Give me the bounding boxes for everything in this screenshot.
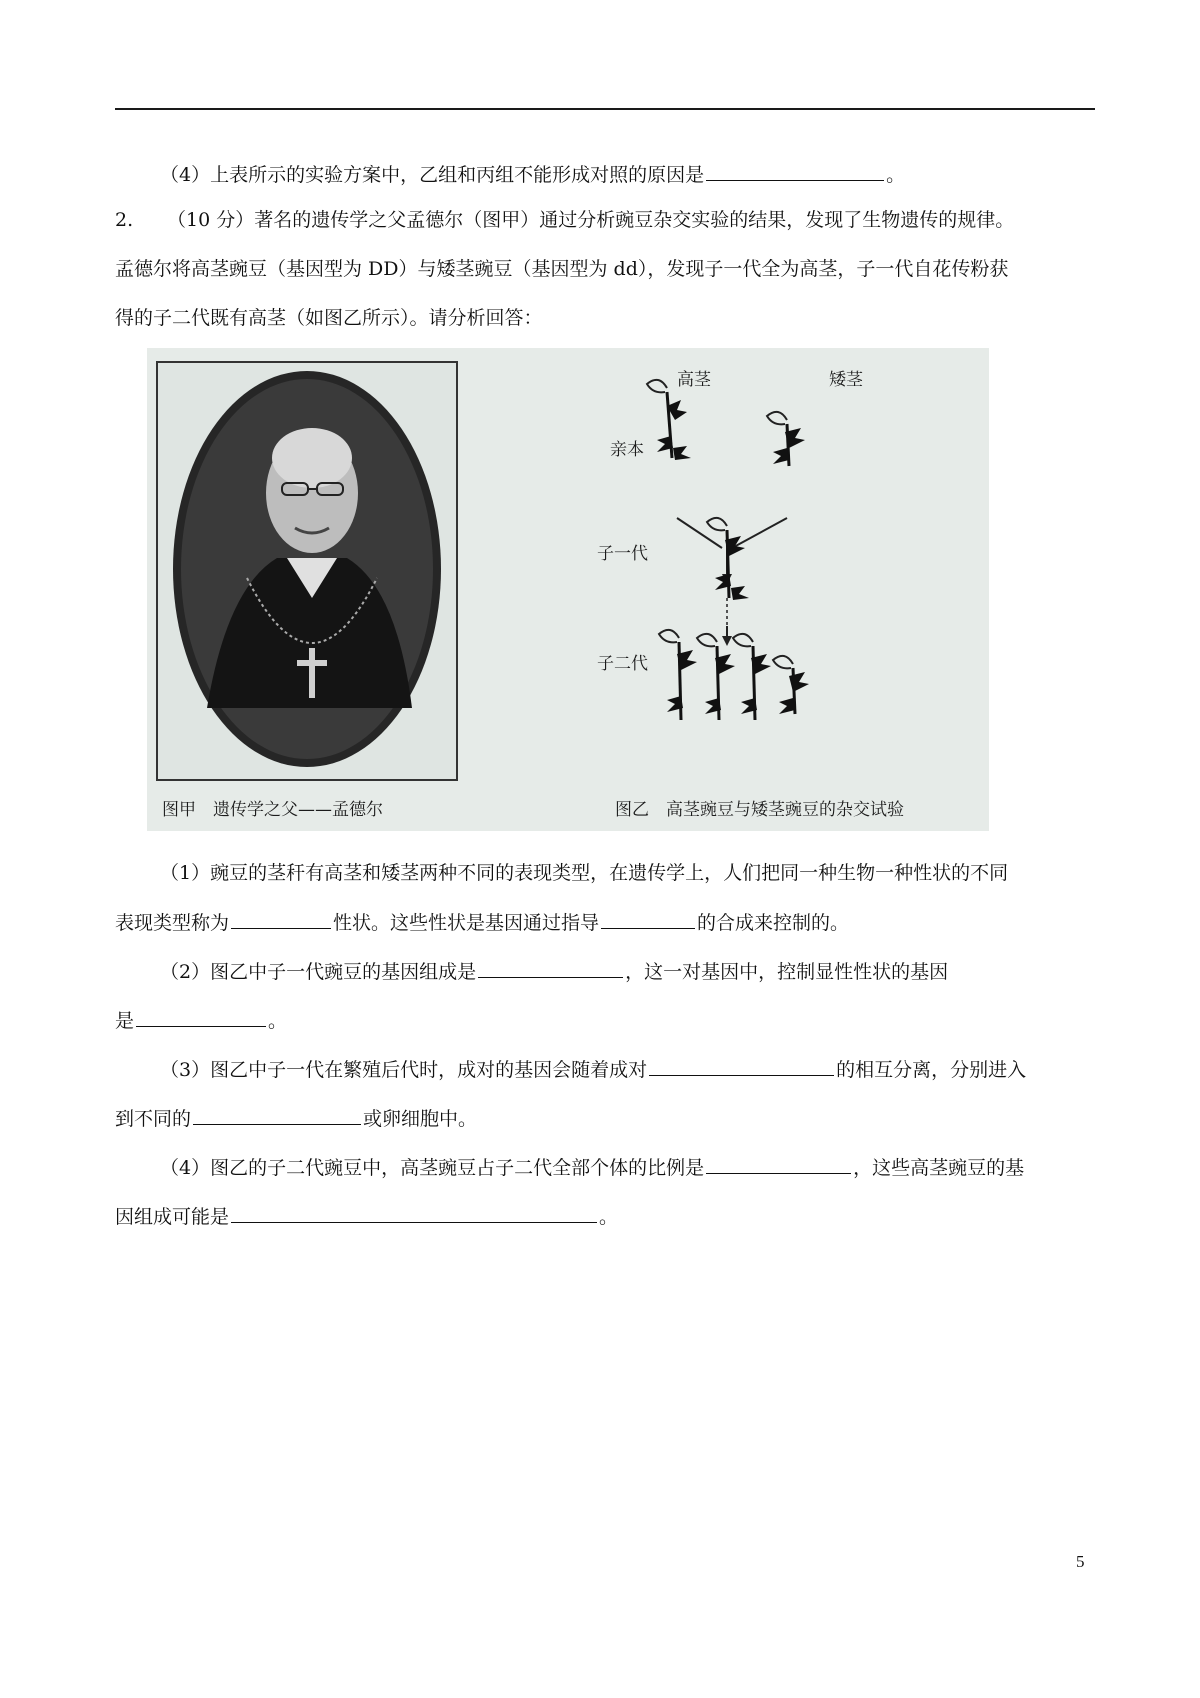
header-rule bbox=[115, 108, 1095, 110]
q2-part3-text2b: 或卵细胞中。 bbox=[363, 1108, 478, 1130]
answer-blank[interactable] bbox=[706, 1153, 851, 1174]
q2-part1-line1 bbox=[160, 860, 1095, 886]
caption-figure-a: 图甲 遗传学之父——孟德尔 bbox=[162, 800, 383, 820]
f2-pea-plant-icon bbox=[659, 630, 697, 720]
q1-part4-text: （4）上表所示的实验方案中，乙组和丙组不能形成对照的原因是 bbox=[160, 164, 705, 186]
label-tall: 高茎 bbox=[677, 370, 711, 390]
label-short: 矮茎 bbox=[829, 370, 863, 390]
tall-pea-plant-icon bbox=[647, 380, 691, 460]
f1-pea-plant-icon bbox=[707, 518, 749, 600]
q2-intro-text2: 孟德尔将高茎豌豆（基因型为 DD）与矮茎豌豆（基因型为 dd），发现子一代全为高茎，子一代自花传粉获 bbox=[115, 258, 1009, 280]
page-number: 5 bbox=[1076, 1552, 1085, 1571]
answer-blank[interactable] bbox=[136, 1006, 266, 1027]
q2-part4-text2b: 。 bbox=[599, 1206, 619, 1228]
answer-blank[interactable] bbox=[649, 1055, 834, 1076]
q1-part4-end: 。 bbox=[886, 164, 906, 186]
q2-part3-text1a: （3）图乙中子一代在繁殖后代时，成对的基因会随着成对 bbox=[160, 1059, 648, 1081]
q2-part4-line1 bbox=[160, 1153, 1095, 1181]
q2-part3-text2a: 到不同的 bbox=[115, 1108, 192, 1130]
mendel-figure bbox=[147, 348, 989, 831]
label-parent: 亲本 bbox=[610, 440, 644, 460]
f2-pea-plant-icon bbox=[733, 634, 771, 720]
answer-blank[interactable] bbox=[601, 908, 695, 929]
answer-blank[interactable] bbox=[193, 1104, 361, 1125]
f2-short-pea-plant-icon bbox=[773, 656, 809, 714]
q2-part3-text1b: 的相互分离，分别进入 bbox=[836, 1059, 1027, 1081]
q2-part4-text2a: 因组成可能是 bbox=[115, 1206, 230, 1228]
q2-part1-text2a: 表现类型称为 bbox=[115, 912, 230, 934]
q2-intro-line2 bbox=[115, 256, 1095, 282]
q2-part4-line2 bbox=[115, 1202, 1095, 1230]
q2-part3-line2 bbox=[115, 1104, 1095, 1132]
answer-blank[interactable] bbox=[478, 957, 623, 978]
q2-intro-line1 bbox=[115, 207, 1095, 233]
q2-part1-text2c: 的合成来控制的。 bbox=[697, 912, 850, 934]
q2-part2-text2a: 是 bbox=[115, 1010, 135, 1032]
q2-part3-line1 bbox=[160, 1055, 1095, 1083]
short-pea-plant-icon bbox=[767, 412, 805, 466]
caption-figure-b: 图乙 高茎豌豆与矮茎豌豆的杂交试验 bbox=[615, 800, 904, 820]
q2-part1-text1: （1）豌豆的茎秆有高茎和矮茎两种不同的表现类型，在遗传学上，人们把同一种生物一种性状的不同 bbox=[160, 862, 1009, 884]
label-f2: 子二代 bbox=[597, 654, 648, 674]
q2-part2-line1 bbox=[160, 957, 1095, 985]
f2-pea-plant-icon bbox=[697, 634, 735, 720]
q2-intro-line3 bbox=[115, 305, 1095, 331]
q2-part1-line2 bbox=[115, 908, 1095, 936]
q2-part4-text1a: （4）图乙的子二代豌豆中，高茎豌豆占子二代全部个体的比例是 bbox=[160, 1157, 705, 1179]
q2-intro-text1: （10 分）著名的遗传学之父孟德尔（图甲）通过分析豌豆杂交实验的结果，发现了生物遗传的规律。 bbox=[167, 209, 1015, 231]
q2-part2-line2 bbox=[115, 1006, 1095, 1034]
q2-part2-text1b: ，这一对基因中，控制显性性状的基因 bbox=[625, 961, 949, 983]
cross-icon bbox=[309, 648, 315, 698]
q2-part2-text2b: 。 bbox=[268, 1010, 288, 1032]
question-number: 2. bbox=[115, 209, 134, 231]
q2-part1-text2b: 性状。这些性状是基因通过指导 bbox=[333, 912, 600, 934]
q2-part4-text1b: ，这些高茎豌豆的基 bbox=[853, 1157, 1025, 1179]
answer-blank[interactable] bbox=[231, 908, 331, 929]
figure-graphics bbox=[147, 348, 989, 831]
label-f1: 子一代 bbox=[597, 544, 648, 564]
answer-blank[interactable] bbox=[231, 1202, 597, 1223]
q1-part4-line bbox=[160, 160, 1095, 188]
q2-intro-text3: 得的子二代既有高茎（如图乙所示）。请分析回答： bbox=[115, 307, 543, 329]
answer-blank[interactable] bbox=[706, 160, 884, 181]
q2-part2-text1a: （2）图乙中子一代豌豆的基因组成是 bbox=[160, 961, 477, 983]
